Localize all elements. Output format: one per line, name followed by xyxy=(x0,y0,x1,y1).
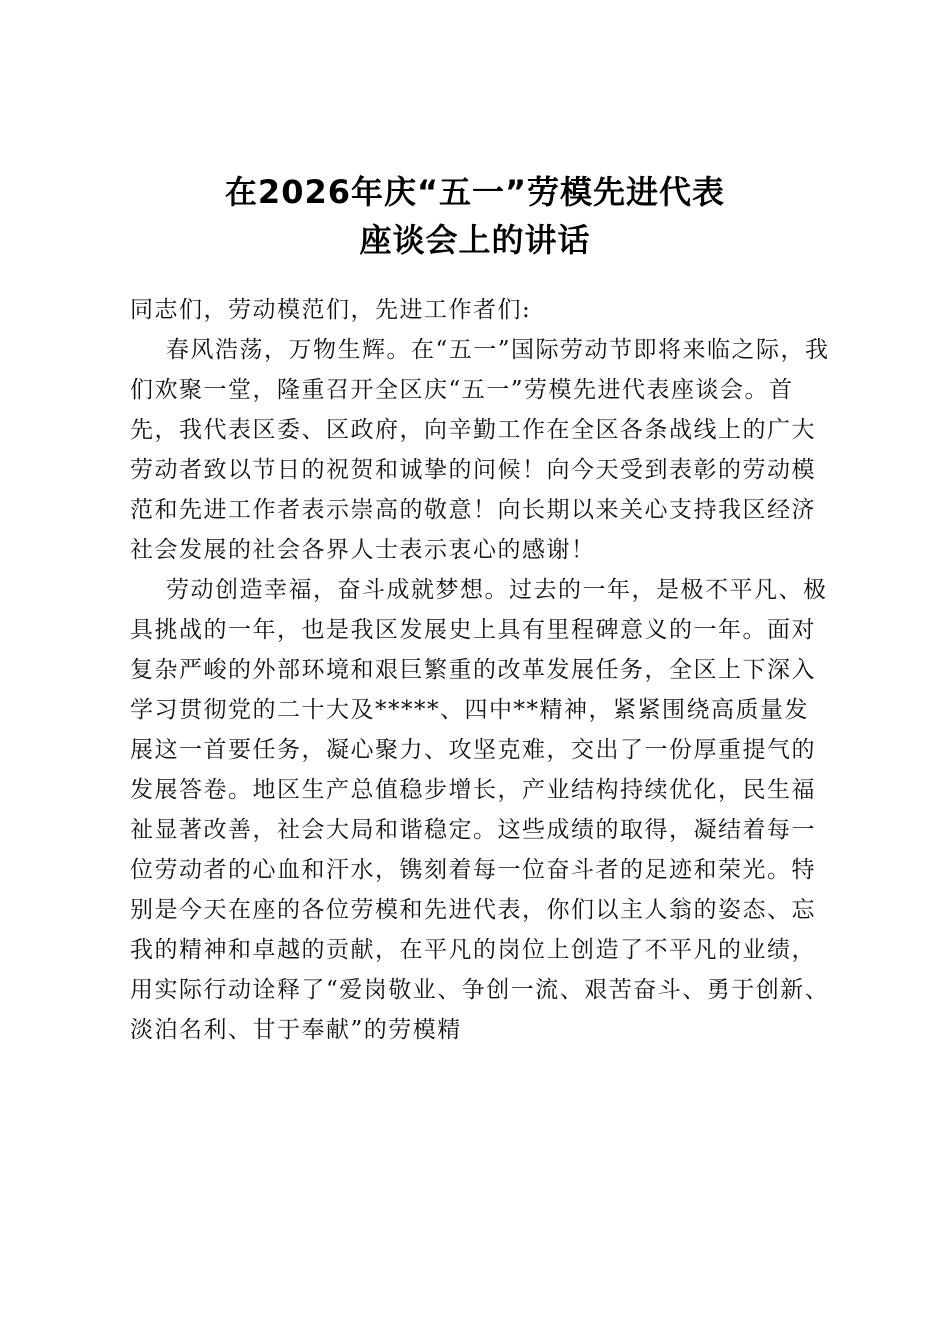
paragraph: 劳动创造幸福，奋斗成就梦想。过去的一年，是极不平凡、极具挑战的一年，也是我区发展史上具有里程碑意义的一年。面对复杂严峻的外部环境和艰巨繁重的改革发展任务，全区上下深入学习贯彻党的二十大及*****、四中**精神，紧紧围绕高质量发展这一首要任务，凝心聚力、攻坚克难，交出了一份厚重提气的发展答卷。地区生产总值稳步增长，产业结构持续优化，民生福祉显著改善，社会大局和谐稳定。这些成绩的取得，凝结着每一位劳动者的心血和汗水，镌刻着每一位奋斗者的足迹和荣光。特别是今天在座的各位劳模和先进代表，你们以主人翁的姿态、忘我的精神和卓越的贡献，在平凡的岗位上创造了不平凡的业绩，用实际行动诠释了“爱岗敬业、争创一流、艰苦奋斗、勇于创新、淡泊名利、甘于奉献”的劳模精 xyxy=(130,577,830,1043)
document-title-line-2: 座谈会上的讲话 xyxy=(359,221,591,259)
document-title-line-1: 在2026年庆“五一”劳模先进代表 xyxy=(224,173,726,211)
paragraph: 春风浩荡，万物生辉。在“五一”国际劳动节即将来临之际，我们欢聚一堂，隆重召开全区庆“五一”劳模先进代表座谈会。首先，我代表区委、区政府，向辛勤工作在全区各条战线上的广大劳动者致以节日的祝贺和诚挚的问候！向今天受到表彰的劳动模范和先进工作者表示崇高的敬意！向长期以来关心支持我区经济社会发展的社会各界人士表示衷心的感谢！ xyxy=(130,337,830,563)
salutation: 同志们，劳动模范们，先进工作者们: xyxy=(130,297,532,323)
document-body xyxy=(130,290,830,1050)
